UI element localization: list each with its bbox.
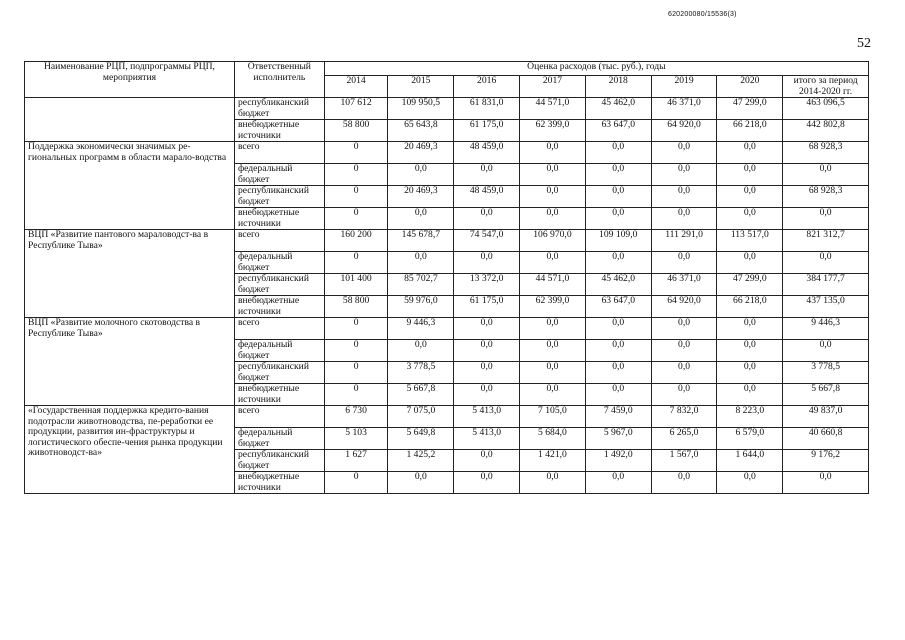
total-cell: 68 928,3 bbox=[783, 186, 869, 208]
table-row bbox=[25, 230, 869, 252]
funding-source-cell: федеральный бюджет bbox=[234, 428, 324, 450]
year-value-cell: 0,0 bbox=[520, 252, 586, 274]
year-value-cell: 0,0 bbox=[585, 340, 651, 362]
table-row bbox=[25, 318, 869, 340]
year-value-cell: 5 967,0 bbox=[585, 428, 651, 450]
year-value-cell: 0,0 bbox=[520, 362, 586, 384]
year-value-cell: 7 832,0 bbox=[651, 406, 717, 428]
funding-source-cell: внебюджетные источники bbox=[234, 472, 324, 494]
funding-source-cell: внебюджетные источники bbox=[234, 384, 324, 406]
year-value-cell: 0 bbox=[324, 252, 388, 274]
year-value-cell: 8 223,0 bbox=[717, 406, 783, 428]
year-value-cell: 0,0 bbox=[717, 186, 783, 208]
funding-source-cell: всего bbox=[234, 230, 324, 252]
year-value-cell: 1 425,2 bbox=[388, 450, 454, 472]
year-value-cell: 101 400 bbox=[324, 274, 388, 296]
document-id: 620200080/15536(3) bbox=[668, 11, 737, 18]
year-value-cell: 5 413,0 bbox=[454, 428, 520, 450]
year-value-cell: 5 413,0 bbox=[454, 406, 520, 428]
table-row bbox=[25, 98, 869, 120]
year-value-cell: 7 075,0 bbox=[388, 406, 454, 428]
year-value-cell: 0,0 bbox=[651, 362, 717, 384]
program-name-cell: «Государственная поддержка кредито-вания подотрасли животноводства, пе-реработки ее продукции, развития ин-фраструктуры и логистического обеспе-чения рынка продукции животноводст-ва» bbox=[25, 406, 235, 494]
table-row bbox=[25, 142, 869, 164]
year-value-cell: 0,0 bbox=[585, 142, 651, 164]
year-value-cell: 0 bbox=[324, 362, 388, 384]
total-cell: 9 446,3 bbox=[783, 318, 869, 340]
total-cell: 0,0 bbox=[783, 208, 869, 230]
year-value-cell: 0,0 bbox=[388, 472, 454, 494]
year-value-cell: 0,0 bbox=[520, 472, 586, 494]
year-value-cell: 1 421,0 bbox=[520, 450, 586, 472]
page-number: 52 bbox=[857, 36, 871, 51]
year-value-cell: 61 175,0 bbox=[454, 120, 520, 142]
year-value-cell: 47 299,0 bbox=[717, 274, 783, 296]
funding-source-cell: республиканский бюджет bbox=[234, 362, 324, 384]
year-value-cell: 62 399,0 bbox=[520, 120, 586, 142]
table-row bbox=[25, 406, 869, 428]
year-value-cell: 0,0 bbox=[585, 472, 651, 494]
year-value-cell: 0 bbox=[324, 186, 388, 208]
year-value-cell: 0,0 bbox=[454, 450, 520, 472]
year-value-cell: 0 bbox=[324, 142, 388, 164]
program-name-cell: ВЦП «Развитие молочного скотоводства в Республике Тыва» bbox=[25, 318, 235, 406]
year-value-cell: 20 469,3 bbox=[388, 142, 454, 164]
year-value-cell: 0,0 bbox=[454, 340, 520, 362]
year-value-cell: 46 371,0 bbox=[651, 98, 717, 120]
year-value-cell: 0,0 bbox=[454, 208, 520, 230]
year-value-cell: 0,0 bbox=[520, 384, 586, 406]
year-value-cell: 0 bbox=[324, 318, 388, 340]
year-value-cell: 0 bbox=[324, 208, 388, 230]
year-value-cell: 0,0 bbox=[717, 164, 783, 186]
total-cell: 5 667,8 bbox=[783, 384, 869, 406]
header-executor: Ответственный исполнитель bbox=[234, 62, 324, 98]
year-value-cell: 0,0 bbox=[651, 384, 717, 406]
year-value-cell: 5 667,8 bbox=[388, 384, 454, 406]
year-value-cell: 0,0 bbox=[717, 340, 783, 362]
year-value-cell: 0,0 bbox=[651, 340, 717, 362]
year-value-cell: 0,0 bbox=[388, 252, 454, 274]
year-value-cell: 0,0 bbox=[454, 384, 520, 406]
year-value-cell: 0,0 bbox=[585, 186, 651, 208]
year-value-cell: 0 bbox=[324, 384, 388, 406]
year-value-cell: 20 469,3 bbox=[388, 186, 454, 208]
header-year: итого за период 2014-2020 гг. bbox=[783, 76, 869, 98]
header-year: 2018 bbox=[585, 76, 651, 98]
funding-source-cell: всего bbox=[234, 142, 324, 164]
year-value-cell: 0,0 bbox=[651, 208, 717, 230]
year-value-cell: 0,0 bbox=[717, 142, 783, 164]
year-value-cell: 0,0 bbox=[388, 340, 454, 362]
year-value-cell: 0,0 bbox=[585, 362, 651, 384]
total-cell: 68 928,3 bbox=[783, 142, 869, 164]
year-value-cell: 65 643,8 bbox=[388, 120, 454, 142]
year-value-cell: 0,0 bbox=[717, 362, 783, 384]
year-value-cell: 0,0 bbox=[717, 252, 783, 274]
year-value-cell: 107 612 bbox=[324, 98, 388, 120]
year-value-cell: 113 517,0 bbox=[717, 230, 783, 252]
total-cell: 3 778,5 bbox=[783, 362, 869, 384]
total-cell: 0,0 bbox=[783, 472, 869, 494]
year-value-cell: 46 371,0 bbox=[651, 274, 717, 296]
program-name-cell: Поддержка экономически значимых ре-гиональных программ в области марало-водства bbox=[25, 142, 235, 230]
year-value-cell: 160 200 bbox=[324, 230, 388, 252]
year-value-cell: 0,0 bbox=[520, 164, 586, 186]
funding-source-cell: всего bbox=[234, 406, 324, 428]
year-value-cell: 111 291,0 bbox=[651, 230, 717, 252]
program-name-cell: ВЦП «Развитие пантового мараловодст-ва в Республике Тыва» bbox=[25, 230, 235, 318]
total-cell: 49 837,0 bbox=[783, 406, 869, 428]
funding-source-cell: всего bbox=[234, 318, 324, 340]
header-year: 2017 bbox=[520, 76, 586, 98]
year-value-cell: 0,0 bbox=[388, 164, 454, 186]
program-name-cell bbox=[25, 98, 235, 142]
year-value-cell: 0,0 bbox=[520, 318, 586, 340]
total-cell: 463 096,5 bbox=[783, 98, 869, 120]
year-value-cell: 63 647,0 bbox=[585, 120, 651, 142]
total-cell: 0,0 bbox=[783, 252, 869, 274]
budget-table bbox=[24, 61, 869, 494]
year-value-cell: 61 175,0 bbox=[454, 296, 520, 318]
year-value-cell: 59 976,0 bbox=[388, 296, 454, 318]
year-value-cell: 0,0 bbox=[520, 142, 586, 164]
year-value-cell: 0,0 bbox=[520, 208, 586, 230]
year-value-cell: 0,0 bbox=[454, 472, 520, 494]
year-value-cell: 0,0 bbox=[585, 384, 651, 406]
year-value-cell: 5 684,0 bbox=[520, 428, 586, 450]
year-value-cell: 109 950,5 bbox=[388, 98, 454, 120]
year-value-cell: 44 571,0 bbox=[520, 274, 586, 296]
year-value-cell: 45 462,0 bbox=[585, 274, 651, 296]
funding-source-cell: федеральный бюджет bbox=[234, 164, 324, 186]
total-cell: 40 660,8 bbox=[783, 428, 869, 450]
year-value-cell: 9 446,3 bbox=[388, 318, 454, 340]
year-value-cell: 85 702,7 bbox=[388, 274, 454, 296]
header-year: 2014 bbox=[324, 76, 388, 98]
year-value-cell: 0,0 bbox=[454, 318, 520, 340]
year-value-cell: 1 567,0 bbox=[651, 450, 717, 472]
year-value-cell: 47 299,0 bbox=[717, 98, 783, 120]
year-value-cell: 5 649,8 bbox=[388, 428, 454, 450]
year-value-cell: 0,0 bbox=[651, 186, 717, 208]
total-cell: 442 802,8 bbox=[783, 120, 869, 142]
year-value-cell: 64 920,0 bbox=[651, 120, 717, 142]
year-value-cell: 106 970,0 bbox=[520, 230, 586, 252]
year-value-cell: 109 109,0 bbox=[585, 230, 651, 252]
year-value-cell: 1 492,0 bbox=[585, 450, 651, 472]
year-value-cell: 45 462,0 bbox=[585, 98, 651, 120]
year-value-cell: 0,0 bbox=[388, 208, 454, 230]
year-value-cell: 0 bbox=[324, 164, 388, 186]
year-value-cell: 0,0 bbox=[454, 252, 520, 274]
year-value-cell: 0,0 bbox=[585, 208, 651, 230]
year-value-cell: 0,0 bbox=[717, 318, 783, 340]
year-value-cell: 0,0 bbox=[651, 252, 717, 274]
header-year: 2016 bbox=[454, 76, 520, 98]
year-value-cell: 1 627 bbox=[324, 450, 388, 472]
year-value-cell: 63 647,0 bbox=[585, 296, 651, 318]
year-value-cell: 0,0 bbox=[717, 472, 783, 494]
year-value-cell: 58 800 bbox=[324, 296, 388, 318]
year-value-cell: 5 103 bbox=[324, 428, 388, 450]
funding-source-cell: внебюджетные источники bbox=[234, 120, 324, 142]
funding-source-cell: республиканский бюджет bbox=[234, 186, 324, 208]
header-cost: Оценка расходов (тыс. руб.), годы bbox=[324, 62, 868, 76]
year-value-cell: 6 579,0 bbox=[717, 428, 783, 450]
year-value-cell: 0,0 bbox=[520, 340, 586, 362]
header-year: 2015 bbox=[388, 76, 454, 98]
year-value-cell: 61 831,0 bbox=[454, 98, 520, 120]
year-value-cell: 74 547,0 bbox=[454, 230, 520, 252]
year-value-cell: 7 105,0 bbox=[520, 406, 586, 428]
total-cell: 0,0 bbox=[783, 164, 869, 186]
year-value-cell: 64 920,0 bbox=[651, 296, 717, 318]
year-value-cell: 145 678,7 bbox=[388, 230, 454, 252]
year-value-cell: 3 778,5 bbox=[388, 362, 454, 384]
year-value-cell: 0 bbox=[324, 472, 388, 494]
year-value-cell: 0,0 bbox=[651, 472, 717, 494]
funding-source-cell: внебюджетные источники bbox=[234, 208, 324, 230]
total-cell: 9 176,2 bbox=[783, 450, 869, 472]
funding-source-cell: внебюджетные источники bbox=[234, 296, 324, 318]
year-value-cell: 58 800 bbox=[324, 120, 388, 142]
header-year: 2020 bbox=[717, 76, 783, 98]
year-value-cell: 0,0 bbox=[717, 208, 783, 230]
year-value-cell: 48 459,0 bbox=[454, 142, 520, 164]
total-cell: 437 135,0 bbox=[783, 296, 869, 318]
year-value-cell: 0,0 bbox=[717, 384, 783, 406]
year-value-cell: 0,0 bbox=[454, 362, 520, 384]
year-value-cell: 0,0 bbox=[585, 318, 651, 340]
total-cell: 0,0 bbox=[783, 340, 869, 362]
header-year: 2019 bbox=[651, 76, 717, 98]
funding-source-cell: республиканский бюджет bbox=[234, 450, 324, 472]
year-value-cell: 0,0 bbox=[651, 164, 717, 186]
year-value-cell: 44 571,0 bbox=[520, 98, 586, 120]
funding-source-cell: республиканский бюджет bbox=[234, 98, 324, 120]
year-value-cell: 0,0 bbox=[651, 142, 717, 164]
year-value-cell: 0,0 bbox=[585, 252, 651, 274]
funding-source-cell: республиканский бюджет bbox=[234, 274, 324, 296]
year-value-cell: 7 459,0 bbox=[585, 406, 651, 428]
year-value-cell: 6 730 bbox=[324, 406, 388, 428]
funding-source-cell: федеральный бюджет bbox=[234, 340, 324, 362]
year-value-cell: 0,0 bbox=[585, 164, 651, 186]
year-value-cell: 66 218,0 bbox=[717, 296, 783, 318]
header-name: Наименование РЦП, подпрограммы РЦП, мероприятия bbox=[25, 62, 235, 98]
year-value-cell: 13 372,0 bbox=[454, 274, 520, 296]
funding-source-cell: федеральный бюджет bbox=[234, 252, 324, 274]
year-value-cell: 62 399,0 bbox=[520, 296, 586, 318]
total-cell: 821 312,7 bbox=[783, 230, 869, 252]
year-value-cell: 0,0 bbox=[520, 186, 586, 208]
year-value-cell: 48 459,0 bbox=[454, 186, 520, 208]
year-value-cell: 6 265,0 bbox=[651, 428, 717, 450]
year-value-cell: 66 218,0 bbox=[717, 120, 783, 142]
year-value-cell: 0,0 bbox=[651, 318, 717, 340]
year-value-cell: 0 bbox=[324, 340, 388, 362]
year-value-cell: 1 644,0 bbox=[717, 450, 783, 472]
year-value-cell: 0,0 bbox=[454, 164, 520, 186]
total-cell: 384 177,7 bbox=[783, 274, 869, 296]
